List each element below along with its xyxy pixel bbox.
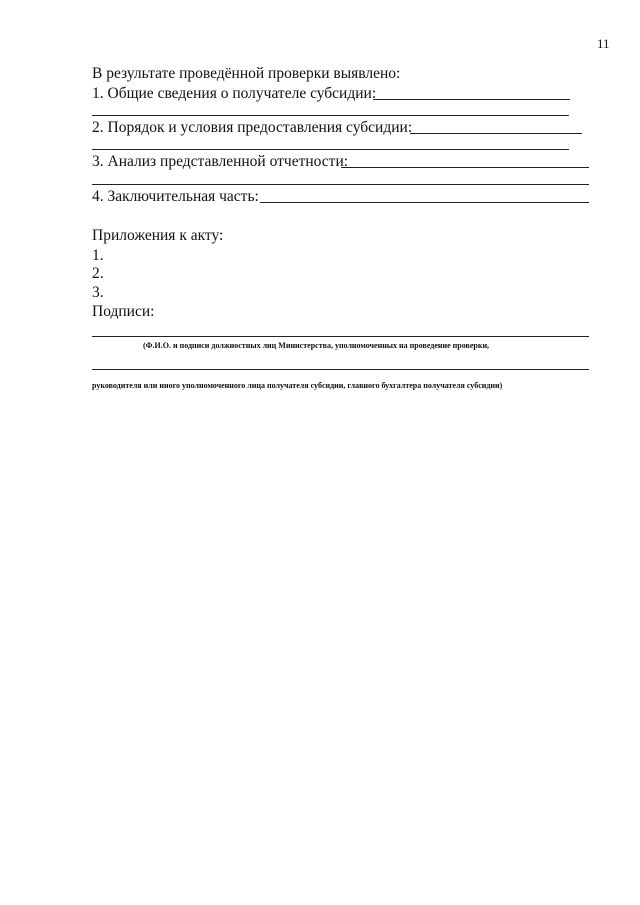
section-2-label: 2. Порядок и условия предоставления субсидии: xyxy=(92,119,413,136)
section-1-label: 1. Общие сведения о получателе субсидии: xyxy=(92,85,377,102)
appendix-item-2: 2. xyxy=(92,265,104,282)
signature-line-recipient xyxy=(92,369,589,370)
section-4-label: 4. Заключительная часть: xyxy=(92,188,259,205)
section-4-fill-line xyxy=(260,202,589,203)
section-3-continuation-line xyxy=(92,184,589,185)
signature-caption-recipient: руководителя или иного уполномоченного лица получателя субсидии, главного бухгалтера получателя субсидии) xyxy=(92,381,503,390)
appendix-title: Приложения к акту: xyxy=(92,227,224,244)
signature-caption-ministry: (Ф.И.О. и подписи должностных лиц Министерства, уполномоченных на проведение проверки, xyxy=(143,341,490,350)
section-2-fill-line xyxy=(410,133,582,134)
signature-line-ministry xyxy=(92,336,589,337)
section-1-fill-line xyxy=(373,99,570,100)
appendix-item-3: 3. xyxy=(92,284,104,301)
page-number: 11 xyxy=(597,36,610,51)
signatures-title: Подписи: xyxy=(92,303,155,320)
appendix-item-1: 1. xyxy=(92,247,104,264)
section-3-label: 3. Анализ представленной отчетности: xyxy=(92,153,349,170)
intro-heading: В результате проведённой проверки выявлено: xyxy=(92,65,401,82)
section-1-continuation-line xyxy=(92,115,569,116)
section-2-continuation-line xyxy=(92,149,569,150)
section-3-fill-line xyxy=(341,167,589,168)
